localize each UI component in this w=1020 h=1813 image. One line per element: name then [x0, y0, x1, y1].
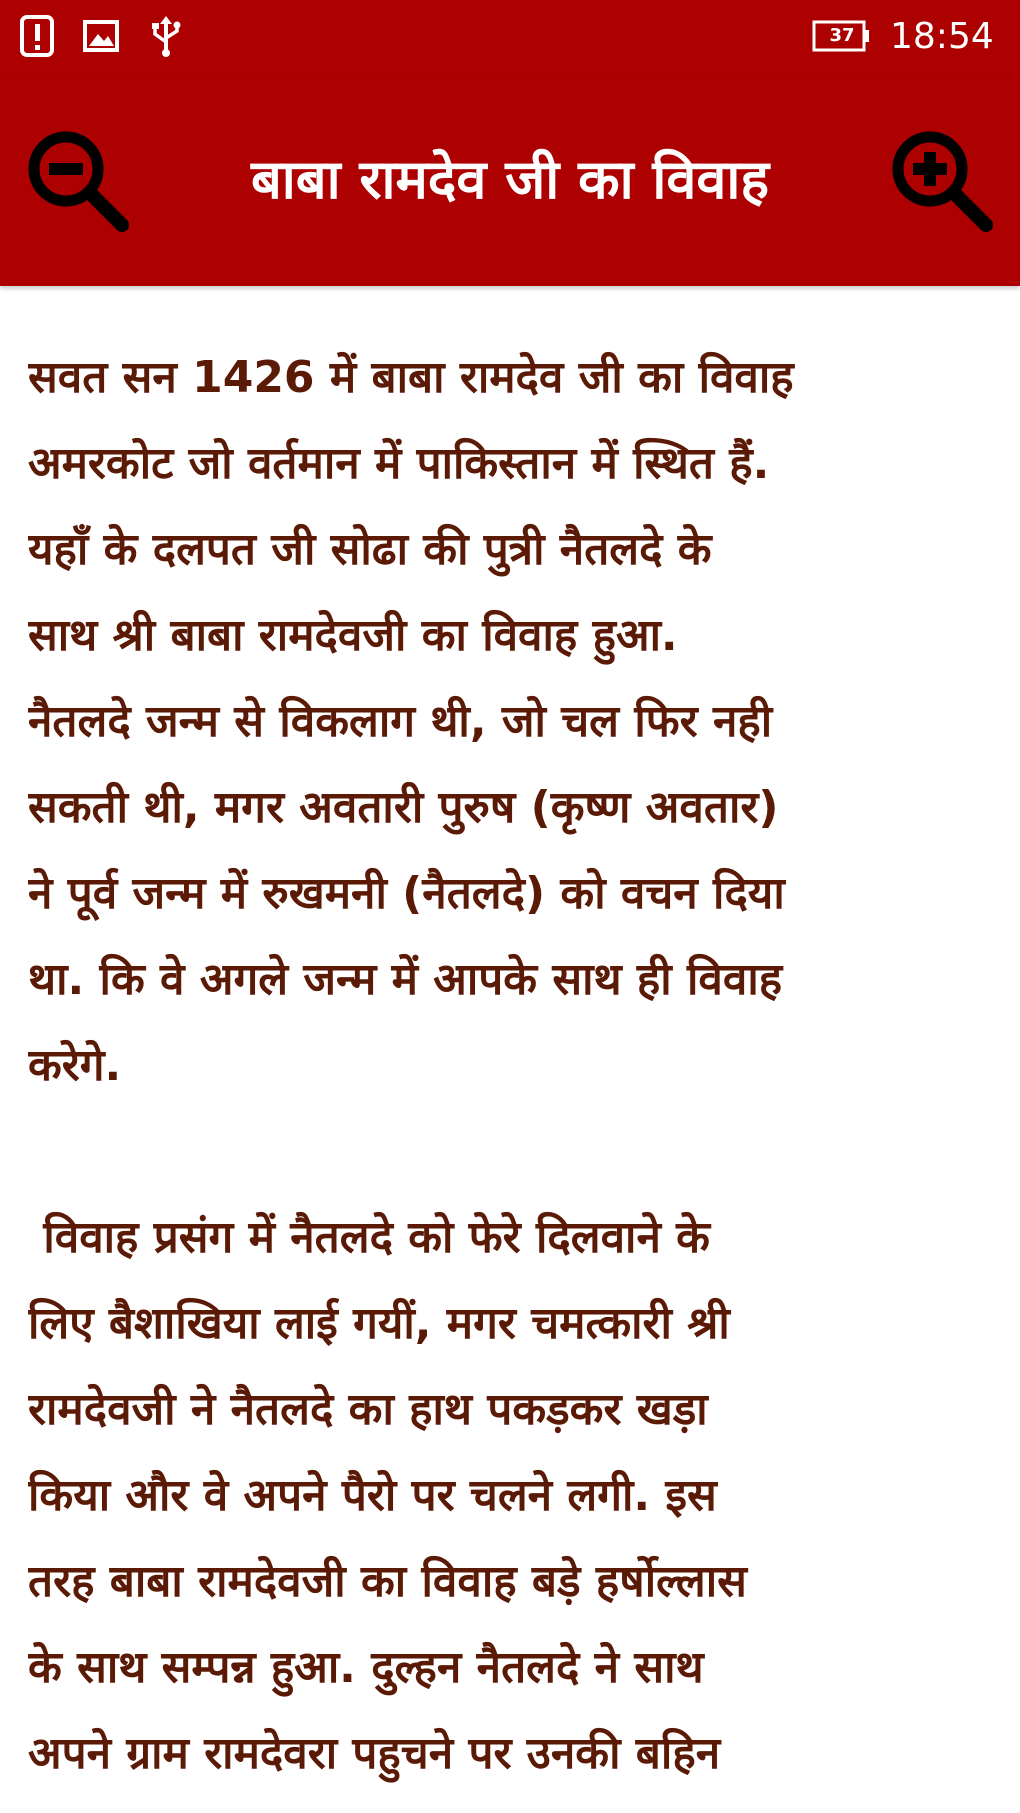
article-content: [28, 335, 998, 1813]
app-bar: [0, 75, 1020, 286]
battery-level: 37: [829, 25, 855, 46]
zoom-out-button[interactable]: [24, 127, 134, 237]
page-title: बाबा रामदेव जी का विवाह: [250, 148, 770, 211]
paragraph-spacer: [28, 1109, 998, 1195]
status-bar: [0, 0, 1020, 75]
clock: 18:54: [890, 16, 994, 57]
article-paragraph: सवत सन 1426 में बाबा रामदेव जी का विवाह अमरकोट जो वर्तमान में पाकिस्तान में स्थित हैं. यहाँ के दलपत जी सोढा की पुत्री नैतलदे के साथ श्री बाबा रामदेवजी का विवाह हुआ. नैतलदे जन्म से विकलाग थी, जो चल फिर नही सकती थी, मगर अवतारी पुरुष (कृष्ण अवतार) ने पूर्व जन्म में रुखमनी (नैतलदे) को वचन दिया था. कि वे अगले जन्म में आपके साथ ही विवाह करेगे.: [28, 352, 794, 1091]
alert-icon: [18, 14, 58, 58]
zoom-in-icon: [888, 127, 998, 237]
zoom-out-icon: [24, 127, 134, 237]
image-icon: [82, 14, 122, 58]
article-paragraph: विवाह प्रसंग में नैतलदे को फेरे दिलवाने के लिए बैशाखिया लाई गयीं, मगर चमत्कारी श्री रामदेवजी ने नैतलदे का हाथ पकड़कर खड़ा किया और वे अपने पैरो पर चलने लगी. इस तरह बाबा रामदेवजी का विवाह बड़े हर्षोल्लास के साथ सम्पन्न हुआ. दुल्हन नैतलदे ने साथ अपने ग्राम रामदेवरा पहुचने पर उनकी बहिन: [28, 1212, 747, 1779]
zoom-in-button[interactable]: [888, 127, 998, 237]
usb-icon: [146, 14, 186, 58]
